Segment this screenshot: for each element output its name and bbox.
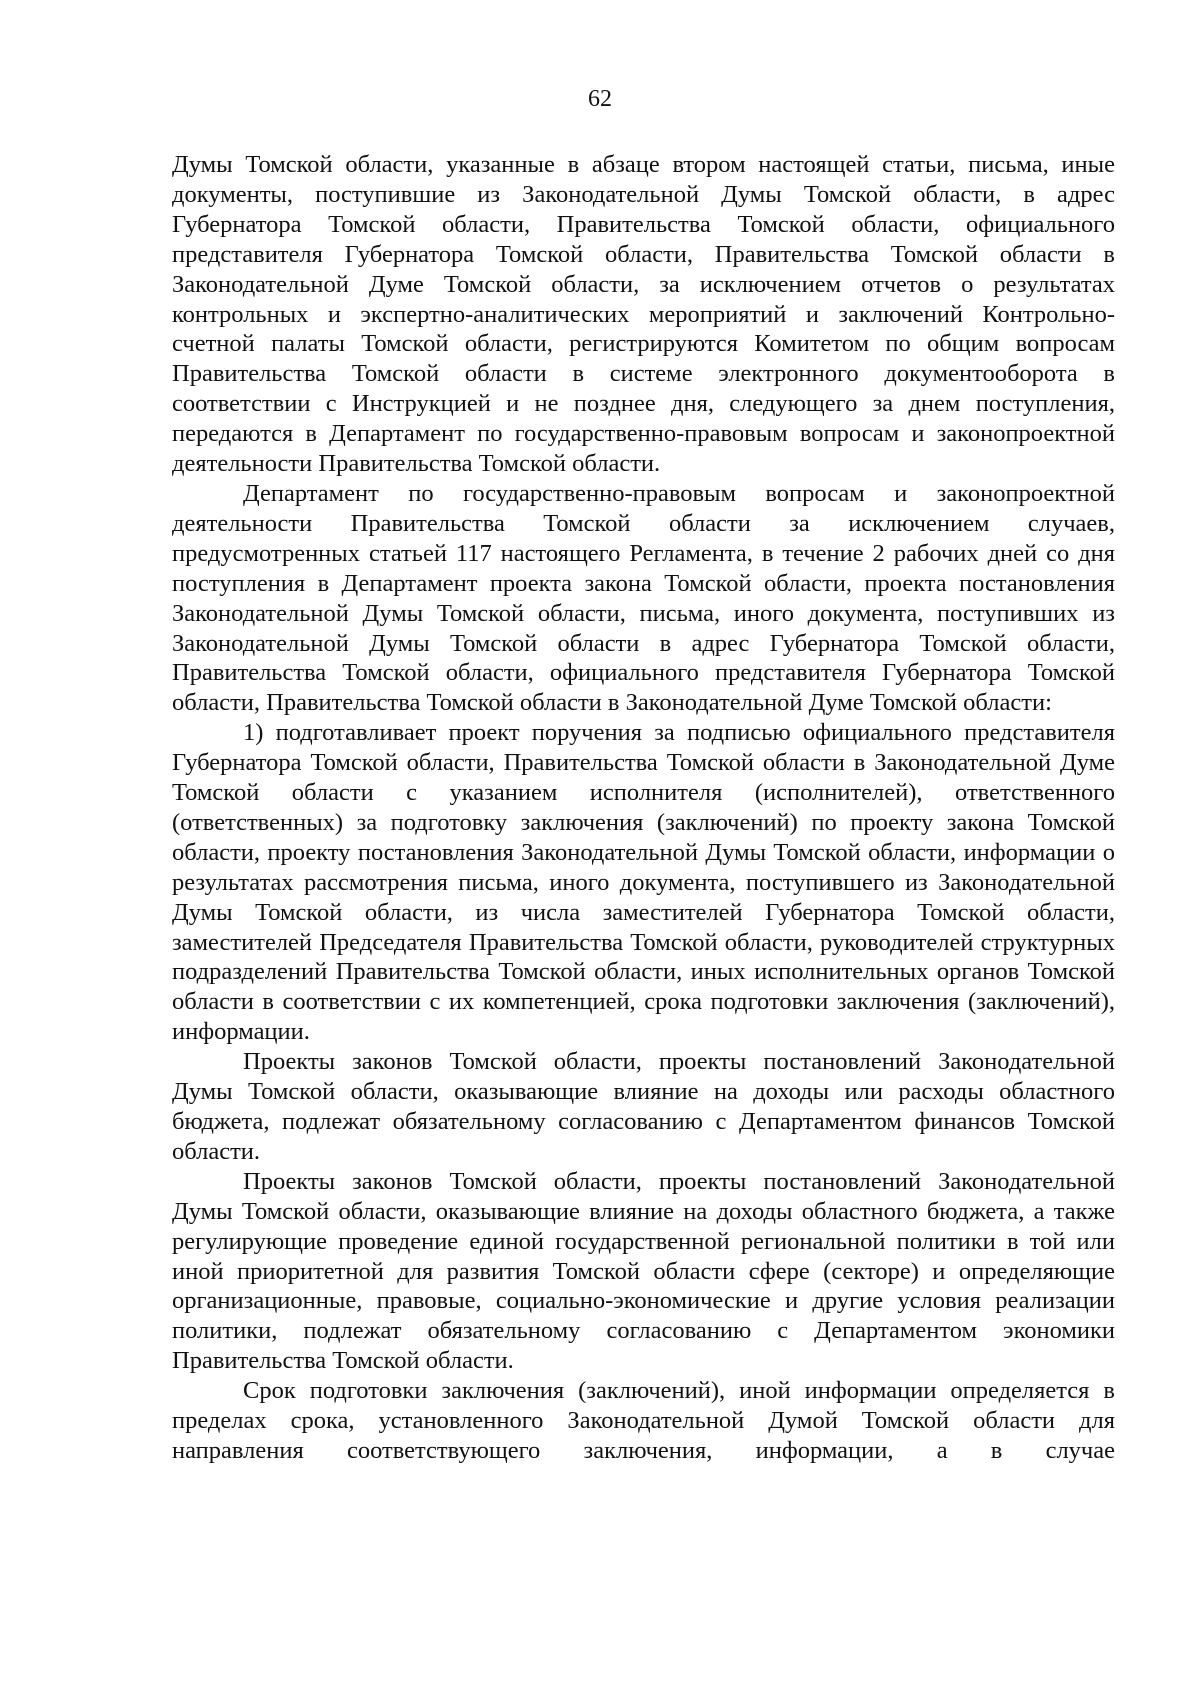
paragraph-deadline: Срок подготовки заключения (заключений), иной информации определяется в пределах срока, установленного Законодательной Думой Томской области для направления соответствующего заключения, информации, а в случае bbox=[172, 1377, 1115, 1464]
paragraph-finance-approval: Проекты законов Томской области, проекты постановлений Законодательной Думы Томской области, оказывающие влияние на доходы или расходы областного бюджета, подлежат обязательному согласованию с Департаментом финансов Томской области. bbox=[172, 1048, 1115, 1165]
page-number: 62 bbox=[588, 86, 612, 112]
paragraph-item-1: 1) подготавливает проект поручения за подписью официального представителя Губернатора Томской области, Правительства Томской области в Законодательной Думе Томской области с указанием исполнителя (исполнителей), ответственного (ответственных) за подготовку заключения (заключений) по проекту закона Томской области, проекту постановления Законодательной Думы Томской области, информации о результатах рассмотрения письма, иного документа, поступившего из Законодательной Думы Томской области, из числа заместителей Губернатора Томской области, заместителей Председателя Правительства Томской области, руководителей структурных подразделений Правительства Томской области, иных исполнительных органов Томской области в соответствии с их компетенцией, срока подготовки заключения (заключений), информации. bbox=[172, 719, 1115, 1046]
paragraph-continuation: Думы Томской области, указанные в абзаце втором настоящей статьи, письма, иные документы, поступившие из Законодательной Думы Томской области, в адрес Губернатора Томской области, Правительства Томской области, официального представителя Губернатора Томской области, Правительства Томской области в Законодательной Думе Томской области, за исключением отчетов о результатах контрольных и экспертно-аналитических мероприятий и заключений Контрольно-счетной палаты Томской области, регистрируются Комитетом по общим вопросам Правительства Томской области в системе электронного документооборота в соответствии с Инструкцией и не позднее дня, следующего за днем поступления, передаются в Департамент по государственно-правовым вопросам и законопроектной деятельности Правительства Томской области. bbox=[172, 151, 1115, 478]
paragraph-department-duties: Департамент по государственно-правовым вопросам и законопроектной деятельности Правительства Томской области за исключением случаев, предусмотренных статьей 117 настоящего Регламента, в течение 2 рабочих дней со дня поступления в Департамент проекта закона Томской области, проекта постановления Законодательной Думы Томской области, письма, иного документа, поступивших из Законодательной Думы Томской области в адрес Губернатора Томской области, Правительства Томской области, официального представителя Губернатора Томской области, Правительства Томской области в Законодательной Думе Томской области: bbox=[172, 479, 1115, 717]
document-body bbox=[172, 150, 1115, 1466]
paragraph-economy-approval: Проекты законов Томской области, проекты постановлений Законодательной Думы Томской области, оказывающие влияние на доходы областного бюджета, а также регулирующие проведение единой государственной региональной политики в той или иной приоритетной для развития Томской области сфере (секторе) и определяющие организационные, правовые, социально-экономические и другие условия реализации политики, подлежат обязательному согласованию с Департаментом экономики Правительства Томской области. bbox=[172, 1167, 1115, 1375]
